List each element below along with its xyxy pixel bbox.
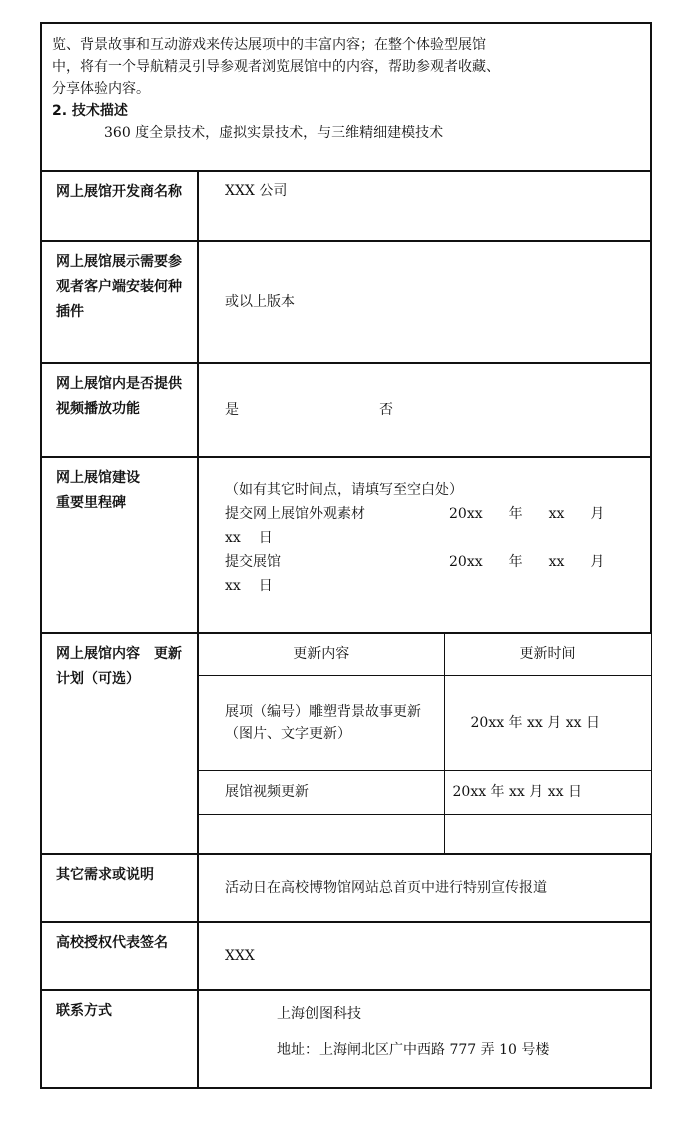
milestone-row [41, 457, 651, 633]
update-row-1-time: 20xx 年 xx 月 xx 日 [444, 675, 651, 770]
section-heading: 2. 技术描述 [52, 103, 128, 119]
milestone-label: 网上展馆建设 重要里程碑 [41, 457, 198, 633]
video-row [41, 363, 651, 457]
milestone-item-1-day: xx [225, 530, 241, 546]
milestone-item-2-y: 年 [508, 554, 523, 570]
update-col-content: 更新内容 [198, 633, 444, 675]
milestone-item-2-day: xx [225, 578, 241, 594]
contact-label: 联系方式 [41, 990, 198, 1088]
document-page [40, 22, 650, 1089]
tech-description: 360 度全景技术，虚拟实景技术，与三维精细建模技术 [104, 125, 444, 141]
update-header-row [41, 633, 651, 675]
update-row-2-time: 20xx 年 xx 月 xx 日 [444, 770, 651, 814]
milestone-item-1-y: 年 [508, 506, 523, 522]
sign-row [41, 922, 651, 990]
milestone-note: （如有其它时间点，请填写至空白处） [225, 482, 463, 498]
contact-cell [198, 990, 651, 1088]
milestone-item-1-label: 提交网上展馆外观素材 [225, 506, 365, 522]
intro-line-2: 中，将有一个导航精灵引导参观者浏览展馆中的内容，帮助参观者收藏、 [52, 59, 500, 75]
milestone-item-2-year: 20xx [449, 554, 483, 570]
sign-label: 高校授权代表签名 [41, 922, 198, 990]
update-row-3-time [444, 814, 651, 854]
developer-value: XXX 公司 [198, 171, 651, 241]
update-row-1-content: 展项（编号）雕塑背景故事更新（图片、文字更新） [198, 675, 444, 770]
milestone-cell [198, 457, 651, 633]
milestone-item-1-day-line [225, 526, 636, 550]
update-col-time: 更新时间 [444, 633, 651, 675]
milestone-item-1-m: 月 [590, 506, 605, 522]
plugin-row [41, 241, 651, 363]
milestone-item-1-d: 日 [258, 530, 273, 546]
plugin-value: 或以上版本 [198, 241, 651, 363]
plugin-label: 网上展馆展示需要参观者客户端安装何种插件 [41, 241, 198, 363]
contact-company: 上海创图科技 [277, 1006, 361, 1022]
developer-label: 网上展馆开发商名称 [41, 171, 198, 241]
contact-address: 地址：上海闸北区广中西路 777 弄 10 号楼 [277, 1042, 550, 1058]
milestone-item-2-d: 日 [258, 578, 273, 594]
milestone-item-2-label: 提交展馆 [225, 554, 281, 570]
other-row [41, 854, 651, 922]
update-label: 网上展馆内容 更新计划（可选） [41, 633, 198, 854]
milestone-item-2-m: 月 [590, 554, 605, 570]
intro-line-1: 览、背景故事和互动游戏来传达展项中的丰富内容；在整个体验型展馆 [52, 37, 486, 53]
video-label: 网上展馆内是否提供视频播放功能 [41, 363, 198, 457]
milestone-item-1-year: 20xx [449, 506, 483, 522]
milestone-item-2-day-line [225, 574, 636, 598]
update-row-3-content [198, 814, 444, 854]
other-value: 活动日在高校博物馆网站总首页中进行特别宣传报道 [198, 854, 651, 922]
milestone-item-2 [225, 550, 636, 574]
intro-row [41, 23, 651, 171]
other-label: 其它需求或说明 [41, 854, 198, 922]
video-no: 否 [379, 402, 393, 418]
exhibition-form-table [40, 22, 652, 1089]
contact-row [41, 990, 651, 1088]
milestone-item-2-month: xx [548, 554, 565, 570]
video-yes: 是 [225, 402, 239, 418]
milestone-item-1 [225, 502, 636, 526]
update-row-2-content: 展馆视频更新 [198, 770, 444, 814]
intro-line-3: 分享体验内容。 [52, 81, 150, 97]
intro-cell [41, 23, 651, 171]
sign-value: XXX [198, 922, 651, 990]
developer-row [41, 171, 651, 241]
video-options [198, 363, 651, 457]
milestone-item-1-month: xx [548, 506, 565, 522]
